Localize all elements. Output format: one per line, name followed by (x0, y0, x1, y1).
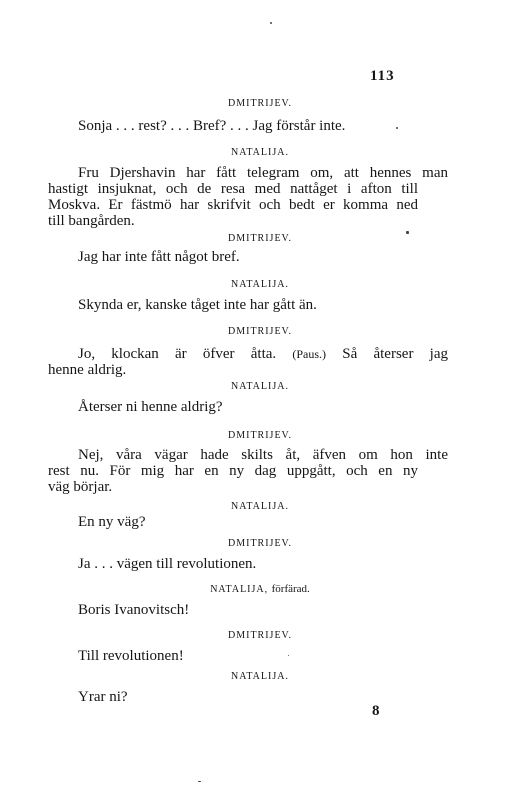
speaker-name: DMITRIJEV. (228, 326, 292, 337)
dialogue-line: Återser ni henne aldrig? (78, 399, 223, 415)
speaker-name: NATALIJA. (231, 147, 289, 158)
dialogue-line: Moskva. Er fästmö har skrifvit och bedt er komma ned (48, 197, 418, 213)
scan-speck (406, 231, 409, 234)
speaker-name: DMITRIJEV. (228, 630, 292, 641)
dialogue-line: Sonja . . . rest? . . . Bref? . . . Jag förstår inte. (78, 118, 346, 134)
scan-speck (198, 781, 201, 782)
dialogue-text: Jo, klockan är öfver åtta. (78, 346, 277, 362)
speaker-heading (0, 583, 520, 596)
speaker-name: NATALIJA. (231, 279, 289, 290)
dialogue-line: väg börjar. (48, 479, 113, 495)
dialogue-line: henne aldrig. (48, 362, 127, 378)
dialogue-text: Så återser jag (342, 346, 448, 362)
dialogue-line: till bangården. (48, 213, 135, 229)
speaker-name: DMITRIJEV. (228, 538, 292, 549)
stage-direction: förfärad. (271, 583, 310, 595)
dialogue-line: En ny väg? (78, 514, 146, 530)
dialogue-line: Skynda er, kanske tåget inte har gått än. (78, 297, 317, 313)
scan-speck (288, 655, 289, 656)
dialogue-line: rest nu. För mig har en ny dag uppgått, och en ny (48, 463, 418, 479)
dialogue-line: Boris Ivanovitsch! (78, 602, 190, 618)
speaker-name: NATALIJA. (231, 381, 289, 392)
dialogue-line (48, 346, 448, 362)
speaker-name: DMITRIJEV. (228, 233, 292, 244)
page-number: 113 (370, 68, 395, 84)
dialogue-line: Nej, våra vägar hade skilts åt, äfven om hon inte (78, 447, 448, 463)
scan-speck (396, 127, 398, 129)
dialogue-line: Fru Djershavin har fått telegram om, att hennes man (78, 165, 448, 181)
speaker-name: DMITRIJEV. (228, 430, 292, 441)
stage-direction: (Paus.) (292, 347, 327, 361)
speaker-name: NATALIJA, (210, 584, 269, 595)
speaker-name: NATALIJA. (231, 501, 289, 512)
dialogue-line: Till revolutionen! (78, 648, 184, 664)
dialogue-line: Ja . . . vägen till revolutionen. (78, 556, 257, 572)
dialogue-line: Yrar ni? (78, 689, 128, 705)
signature-mark: 8 (372, 703, 380, 719)
speaker-name: NATALIJA. (231, 671, 289, 682)
dialogue-line: Jag har inte fått något bref. (78, 249, 240, 265)
dialogue-line: hastigt insjuknat, och de resa med nattåget i afton till (48, 181, 418, 197)
speaker-name: DMITRIJEV. (228, 98, 292, 109)
scan-speck (270, 22, 272, 24)
